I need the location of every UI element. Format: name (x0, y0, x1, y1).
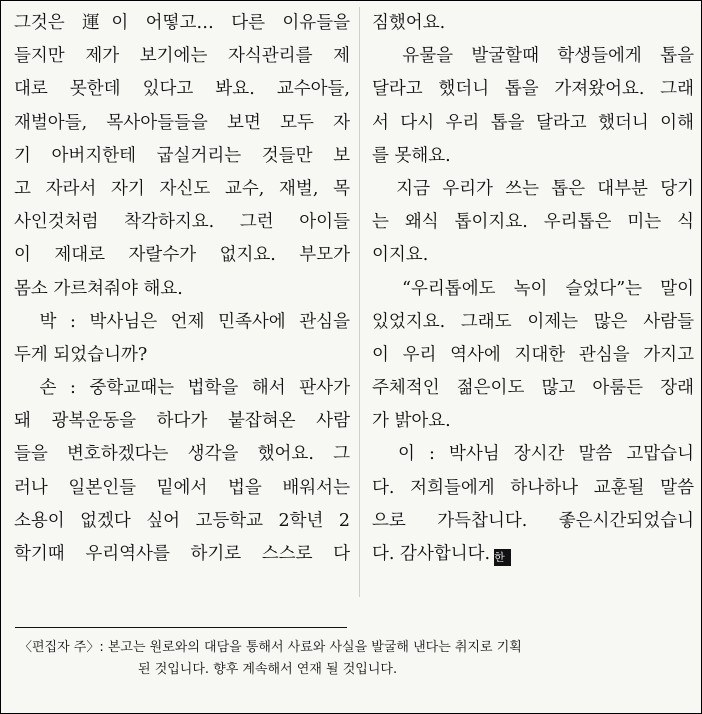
text-line: 주체적인 젊은이도 많고 아룸든 장래 (372, 378, 694, 399)
editor-note (19, 637, 699, 681)
text-line: 들지만 제가 보기에는 자식관리를 제 (14, 46, 350, 67)
editor-note-line-2: 된 것입니다. 향후 계속해서 연재 될 것입니다. (138, 662, 398, 677)
text-line: 몸소 가르쳐줘야 해요. (14, 278, 183, 299)
text-line: 박 : 박사님은 언제 민족사에 관심을 (14, 311, 350, 332)
text-line: 두게 되었습니까? (14, 344, 148, 365)
left-text-column (14, 7, 350, 571)
text-line: 소용이 없겠다 싶어 고등학교 2학년 2 (14, 510, 350, 531)
text-line: 이 : 박사님 장시간 말씀 고맙습니 (372, 444, 694, 465)
text-line: 기 아버지한테 굽실거리는 것들만 보 (14, 145, 350, 166)
text-line: 는 왜식 톱이지요. 우리톱은 미는 식 (372, 212, 694, 233)
text-line: 이 제대로 자랄수가 없지요. 부모가 (14, 245, 350, 266)
text-line: 가 밝아요. (372, 411, 451, 432)
text-line: 으로 가득찹니다. 좋은시간되었습니 (372, 510, 694, 531)
text-line: 그것은 運이 어떻고… 다른 이유들을 (14, 13, 350, 33)
text-line: 사인것처럼 착각하지요. 그런 아이들 (14, 212, 350, 233)
text-line: 돼 광복운동을 하다가 붙잡혀온 사람 (14, 411, 350, 432)
text-line: 서 다시 우리 톱을 달라고 했더니 이해 (372, 112, 694, 133)
text-line: 달라고 했더니 톱을 가져왔어요. 그래 (372, 79, 694, 100)
text-line: 고 자라서 자기 자신도 교수, 재벌, 목 (14, 178, 350, 199)
right-text-column (372, 7, 694, 571)
end-mark-icon: 한 (494, 549, 511, 566)
text-line: 이 우리 역사에 지대한 관심을 가지고 (372, 344, 694, 365)
footnote-rule (15, 627, 347, 628)
text-line: 짐했어요. (372, 13, 446, 33)
text-line: 러나 일본인들 밑에서 법을 배워서는 (14, 477, 350, 498)
text-line: 지금 우리가 쓰는 톱은 대부분 당기 (372, 178, 694, 199)
text-line: 들을 변호하겠다는 생각을 했어요. 그 (14, 444, 350, 465)
text-line: 대로 못한데 있다고 봐요. 교수아들, (14, 79, 350, 100)
text-line: 유물을 발굴할때 학생들에게 톱을 (372, 46, 694, 67)
text-line: 손 : 중학교때는 법학을 해서 판사가 (14, 378, 350, 399)
text-line-final-content: 다. 감사합니다. (372, 544, 491, 564)
editor-note-line-1: 〈편집자 주〉: 본고는 원로와의 대담을 통해서 사료와 사실을 발굴해 낸다는 취지로 기획 (19, 640, 522, 655)
text-line: 학기때 우리역사를 하기로 스스로 다 (14, 544, 350, 564)
text-line: “우리톱에도 녹이 슬었다”는 말이 (372, 278, 694, 299)
text-line: 이지요. (372, 245, 429, 266)
column-divider (359, 7, 360, 597)
text-line: 재벌아들, 목사아들들을 보면 모두 자 (14, 112, 350, 133)
text-line: 다. 저희들에게 하나하나 교훈될 말씀 (372, 477, 694, 498)
text-line: 있었지요. 그래도 이제는 많은 사람들 (372, 311, 694, 332)
text-line: 를 못해요. (372, 145, 451, 166)
text-line-final (372, 538, 694, 571)
